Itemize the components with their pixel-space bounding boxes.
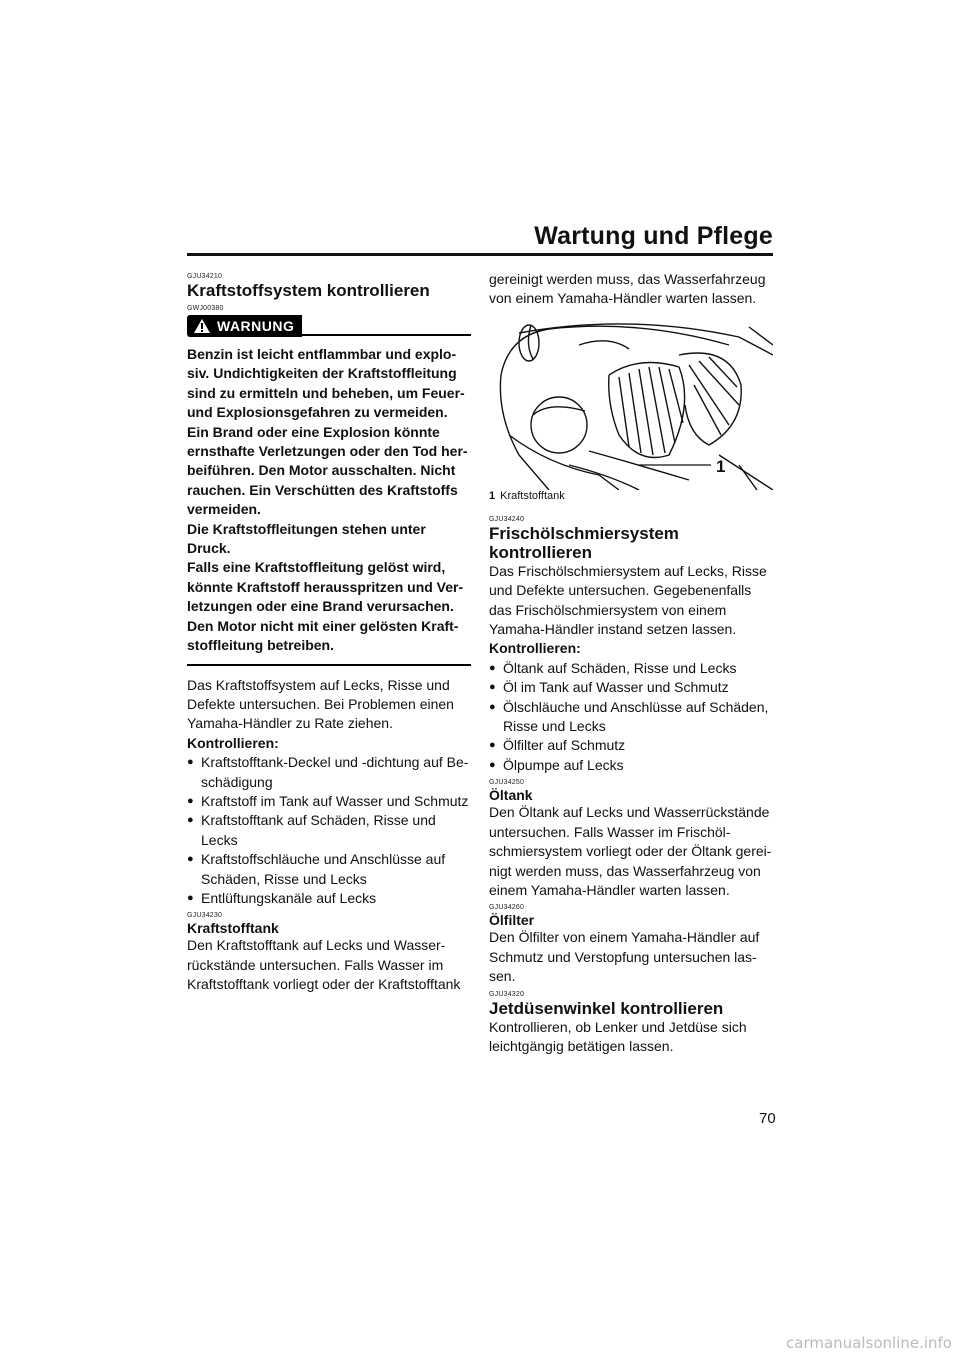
body-paragraph: Kontrollieren, ob Lenker und Jetdüse sich leichtgängig betätigen lassen. [489, 1018, 747, 1054]
list-item: ● Kraftstofftank-Deckel und -dichtung auf Be-schädigung [187, 753, 471, 792]
warning-paragraph: Die Kraftstoffleitungen stehen unter Druck. [187, 520, 426, 557]
section-title-jet-angle: Jetdüsenwinkel kontrollieren [489, 998, 724, 1018]
warning-badge [187, 315, 302, 337]
list-item: ● Kraftstoffschläuche und Anschlüsse auf Schäden, Risse und Lecks [187, 850, 471, 889]
list-item: ● Öltank auf Schäden, Risse und Lecks [489, 659, 773, 678]
body-paragraph: Den Kraftstofftank auf Lecks und Wasser-rückstände untersuchen. Falls Wasser im Kraftstofftank vorliegt oder der Kraftstofftank [187, 937, 461, 993]
body-paragraph: Den Ölfilter von einem Yamaha-Händler auf Schmutz und Verstopfung untersuchen las-sen. [489, 929, 760, 985]
section-code: GJU34240 [489, 515, 525, 523]
page-header-title: Wartung und Pflege [534, 222, 773, 250]
figure-callout: 1 [716, 456, 726, 476]
caption-text: Kraftstofftank [500, 489, 565, 502]
section-code: GJU34250 [489, 779, 525, 787]
watermark: carmanualsonline.info [786, 1334, 952, 1352]
section-title-fuel-tank: Kraftstofftank [187, 920, 279, 937]
warning-header [187, 315, 471, 337]
check-list [187, 753, 471, 908]
body-paragraph: Das Kraftstoffsystem auf Lecks, Risse und Defekte untersuchen. Bei Problemen einen Yamaha-Händler zu Rate ziehen. [187, 676, 454, 732]
header-rule [187, 253, 773, 256]
left-column [187, 273, 471, 995]
section-code: GJU34260 [489, 904, 525, 912]
warning-paragraph: Benzin ist leicht entflammbar und explo-siv. Undichtigkeiten der Kraftstoffleitung sind zu ermitteln und beheben, um Feuer- und Explosionsgefahren zu vermeiden. Ein Brand oder eine Explosion könnte ernsthafte Verletzungen oder den Tod her-beiführen. Den Motor ausschalten. Nicht rauchen. Ein Verschütten des Kraftstoffs vermeiden. [187, 346, 468, 518]
warning-code: GWJ00380 [187, 305, 224, 312]
section-title-oil-tank: Öltank [489, 787, 533, 804]
body-paragraph: gereinigt werden muss, das Wasserfahrzeug von einem Yamaha-Händler warten lassen. [489, 271, 766, 307]
section-code: GJU34320 [489, 990, 525, 998]
caption-number: 1 [489, 489, 496, 502]
section-title-oil-system: Frischölschmiersystem kontrollieren [489, 523, 679, 562]
warning-bottom-rule [187, 664, 471, 666]
section-code: GJU34230 [187, 912, 223, 920]
figure-caption [489, 490, 773, 502]
body-paragraph: Das Frischölschmiersystem auf Lecks, Risse und Defekte untersuchen. Gegebenenfalls das Frischölschmiersystem von einem Yamaha-Händler instand setzen lassen. [489, 562, 767, 638]
section-title-oil-filter: Ölfilter [489, 912, 535, 929]
section-code: GJU34210 [187, 273, 223, 280]
check-label: Kontrollieren: [187, 734, 279, 751]
warning-label: WARNUNG [217, 318, 295, 334]
list-item: ● Entlüftungskanäle auf Lecks [187, 889, 471, 908]
warning-triangle-icon [193, 318, 211, 334]
check-list [489, 659, 773, 775]
check-label: Kontrollieren: [489, 640, 581, 657]
fuel-tank-illustration [489, 315, 773, 490]
engine-compartment-drawing [489, 315, 773, 490]
list-item: ● Ölschläuche und Anschlüsse auf Schäden, Risse und Lecks [489, 698, 773, 737]
section-title-fuel-system: Kraftstoffsystem kontrollieren [187, 281, 430, 300]
page-number: 70 [759, 1110, 776, 1127]
list-item: ● Ölfilter auf Schmutz [489, 736, 773, 755]
warning-paragraph: Falls eine Kraftstoffleitung gelöst wird, könnte Kraftstoff herausspritzen und Ver-letzungen oder eine Brand verursachen. Den Motor nicht mit einer gelösten Kraft-stoffleitung betreiben. [187, 559, 464, 654]
list-item: ● Ölpumpe auf Lecks [489, 756, 773, 775]
list-item: ● Kraftstoff im Tank auf Wasser und Schmutz [187, 792, 471, 811]
right-column [489, 270, 773, 1056]
warning-text [187, 345, 471, 656]
list-item: ● Kraftstofftank auf Schäden, Risse und Lecks [187, 811, 471, 850]
body-paragraph: Den Öltank auf Lecks und Wasserrückstände untersuchen. Falls Wasser im Frischöl-schmiersystem vorliegt oder der Öltank gerei-nigt werden muss, das Wasserfahrzeug von einem Yamaha-Händler warten lassen. [489, 804, 772, 898]
warning-top-rule [302, 334, 471, 336]
list-item: ● Öl im Tank auf Wasser und Schmutz [489, 678, 773, 697]
